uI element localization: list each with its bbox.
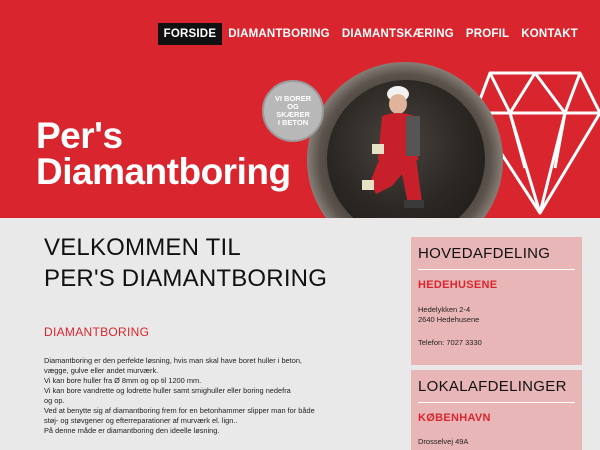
para-line: vægge, gulve eller andet murværk. <box>44 366 159 375</box>
page-title-line-2: PER'S DIAMANTBORING <box>44 265 328 292</box>
sidebar-local-box <box>411 370 582 450</box>
local-city: KØBENHAVN <box>418 412 491 424</box>
para-line: Vi kan bore huller fra Ø 8mm og op til 1200 mm. <box>44 376 202 385</box>
para-line: På denne måde er diamantboring den ideelle løsning. <box>44 426 220 435</box>
badge-vi-borer <box>262 80 324 142</box>
intro-paragraph <box>44 356 394 436</box>
page-title-line-1: VELKOMMEN TIL <box>44 234 241 261</box>
worker-photo <box>356 82 436 218</box>
section-title: DIAMANTBORING <box>44 325 150 339</box>
logo-line-1: Per's <box>36 115 123 156</box>
hq-address <box>411 305 582 325</box>
badge-line-2: OG <box>287 102 299 111</box>
local-street: Drosselvej 49A <box>418 437 469 446</box>
page-title <box>44 232 394 294</box>
logo-line-2: Diamantboring <box>36 151 291 192</box>
sidebar-hq-box <box>411 237 582 365</box>
nav-forside[interactable]: FORSIDE <box>158 23 223 45</box>
para-line: Vi kan bore vandrette og lodrette huller samt smighuller eller boring nedefra <box>44 386 291 395</box>
para-line: Ved at benytte sig af diamantboring frem for en betonhammer slipper man for både <box>44 406 315 415</box>
nav-kontakt[interactable]: KONTAKT <box>521 28 578 40</box>
para-line: støj- og støvgener og efterreparationer af murværk el. lign.. <box>44 416 238 425</box>
nav-profil[interactable]: PROFIL <box>465 28 510 40</box>
badge-line-3: SKÆRER <box>276 110 310 119</box>
hq-zip: 2640 Hedehusene <box>418 315 480 324</box>
para-line: Diamantboring er den perfekte løsning, hvis man skal have boret huller i beton, <box>44 356 302 365</box>
site-logo[interactable] <box>36 115 291 192</box>
badge-line-4: I BETON <box>277 118 309 127</box>
local-title: LOKALAFDELINGER <box>418 378 567 395</box>
nav-diamantboring[interactable]: DIAMANTBORING <box>228 28 330 40</box>
badge-line-1: VI BORER <box>274 94 312 103</box>
para-line: og op. <box>44 396 65 405</box>
hq-city: HEDEHUSENE <box>418 279 498 291</box>
hq-title: HOVEDAFDELING <box>418 245 551 262</box>
main-content <box>44 232 394 436</box>
main-nav <box>158 23 584 45</box>
nav-diamantskaering[interactable]: DIAMANTSKÆRING <box>341 28 454 40</box>
hq-street: Hedelykken 2-4 <box>418 305 471 314</box>
header-banner <box>0 0 600 218</box>
hq-phone: Telefon: 7027 3330 <box>418 338 482 347</box>
